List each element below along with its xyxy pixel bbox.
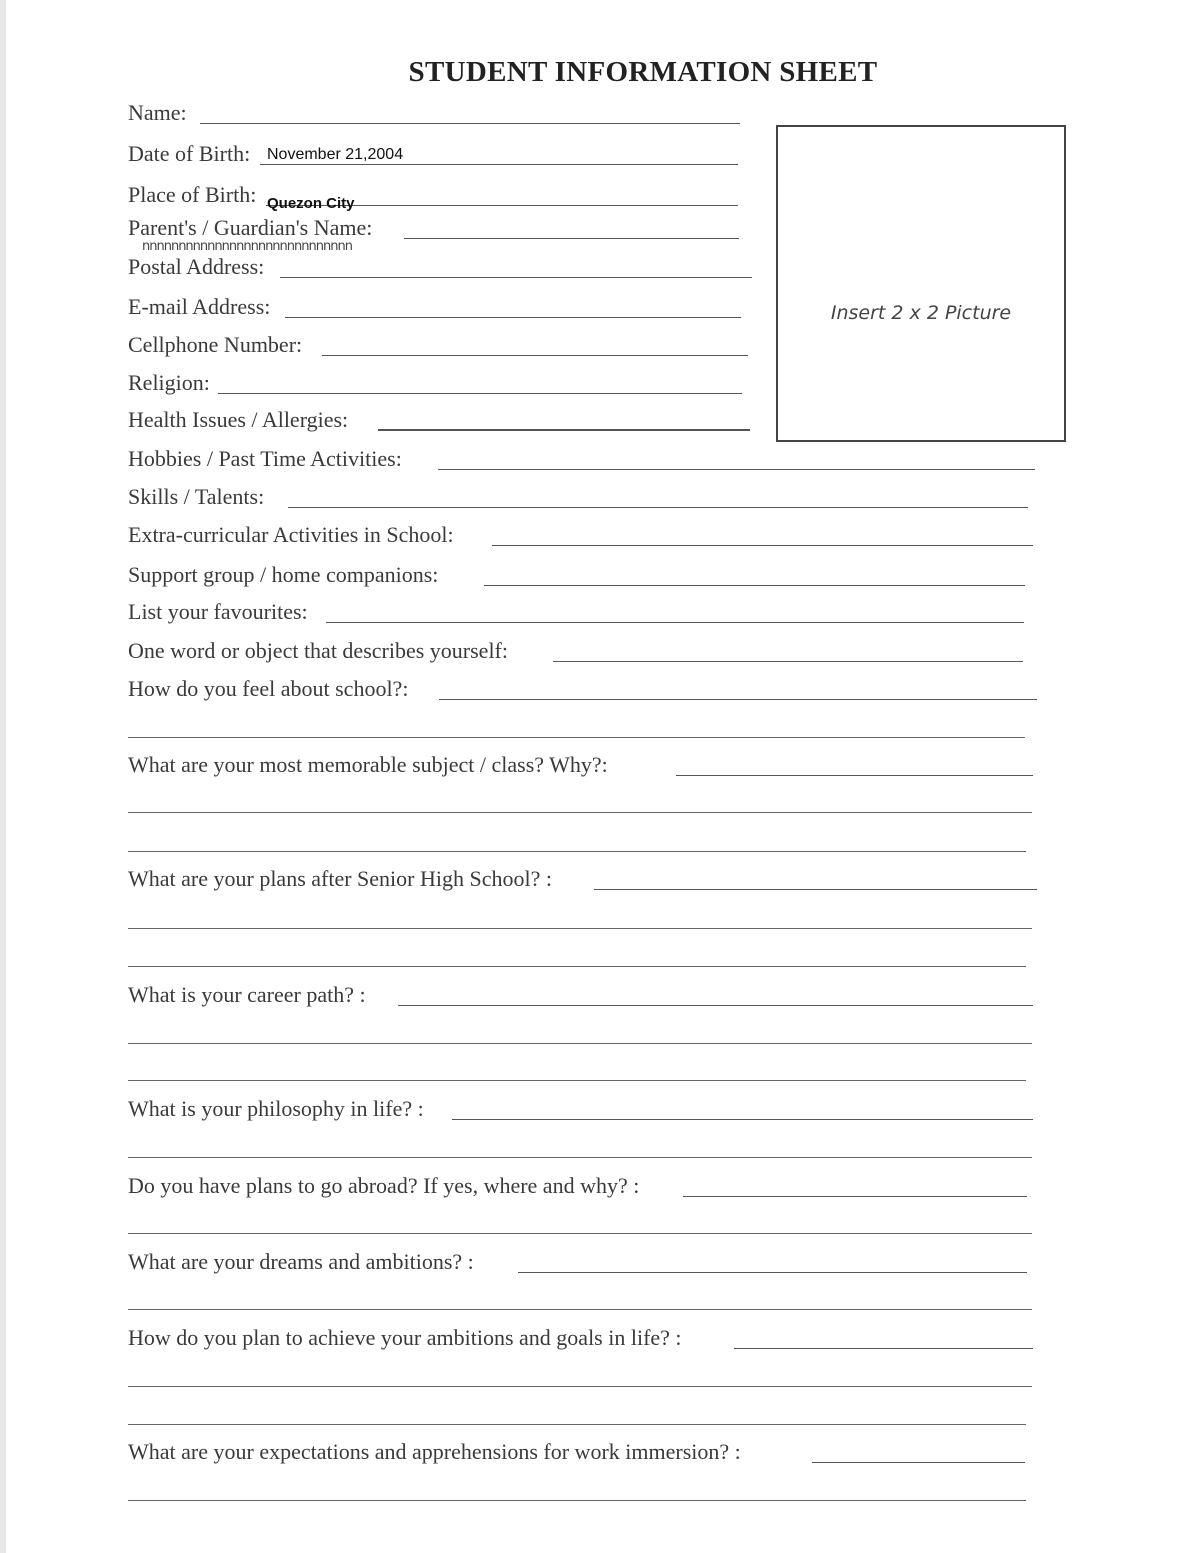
- school-input-line-2[interactable]: [128, 737, 1025, 738]
- oneword-label: One word or object that describes yourself:: [128, 638, 508, 663]
- skills-input[interactable]: [288, 507, 1028, 508]
- field-philosophy: [128, 1094, 1034, 1124]
- field-name: [128, 98, 743, 128]
- field-email: [128, 292, 743, 322]
- favourites-label: List your favourites:: [128, 599, 308, 624]
- field-career: [128, 980, 1034, 1010]
- achieve-input-line-3[interactable]: [128, 1424, 1026, 1425]
- philosophy-input[interactable]: [452, 1119, 1033, 1120]
- memorable-input[interactable]: [676, 775, 1033, 776]
- plans-shs-input-line-2[interactable]: [128, 928, 1032, 929]
- career-input-line-2[interactable]: [128, 1043, 1032, 1044]
- expectations-input[interactable]: [812, 1462, 1025, 1463]
- field-plans-shs: [128, 864, 1038, 894]
- memorable-label: What are your most memorable subject / class? Why?:: [128, 752, 608, 777]
- oneword-input[interactable]: [553, 661, 1023, 662]
- school-input[interactable]: [439, 699, 1037, 700]
- school-label: How do you feel about school?:: [128, 676, 409, 701]
- abroad-input[interactable]: [683, 1196, 1027, 1197]
- expectations-input-line-2[interactable]: [128, 1500, 1026, 1501]
- photo-box-label: Insert 2 x 2 Picture: [830, 302, 1012, 324]
- form-title: STUDENT INFORMATION SHEET: [408, 56, 878, 88]
- field-memorable: [128, 750, 1034, 780]
- dob-value: November 21,2004: [267, 146, 404, 163]
- career-input-line-3[interactable]: [128, 1080, 1026, 1081]
- dreams-label: What are your dreams and ambitions? :: [128, 1249, 474, 1274]
- field-school: [128, 674, 1038, 704]
- plans-shs-input[interactable]: [594, 889, 1037, 890]
- extracurricular-input[interactable]: [492, 545, 1033, 546]
- pob-label: Place of Birth:: [128, 182, 257, 207]
- religion-label: Religion:: [128, 370, 210, 395]
- guardian-value: nnnnnnnnnnnnnnnnnnnnnnnnnnnnn: [142, 239, 352, 254]
- religion-input[interactable]: [218, 393, 742, 394]
- hobbies-label: Hobbies / Past Time Activities:: [128, 446, 402, 471]
- postal-input[interactable]: [280, 277, 752, 278]
- extracurricular-label: Extra-curricular Activities in School:: [128, 522, 454, 547]
- support-label: Support group / home companions:: [128, 562, 439, 587]
- field-religion: [128, 368, 743, 398]
- guardian-label: Parent's / Guardian's Name:: [128, 215, 373, 240]
- email-label: E-mail Address:: [128, 294, 271, 319]
- field-extracurricular: [128, 520, 1034, 550]
- career-input[interactable]: [398, 1005, 1033, 1006]
- page-edge: [0, 0, 6, 1553]
- photo-box[interactable]: [776, 125, 1066, 442]
- dreams-input[interactable]: [518, 1272, 1027, 1273]
- memorable-input-line-3[interactable]: [128, 851, 1026, 852]
- name-input[interactable]: [200, 123, 740, 124]
- field-dob: [128, 139, 743, 169]
- field-postal: [128, 252, 753, 282]
- abroad-input-line-2[interactable]: [128, 1233, 1032, 1234]
- dob-label: Date of Birth:: [128, 141, 251, 166]
- abroad-label: Do you have plans to go abroad? If yes, where and why? :: [128, 1173, 640, 1198]
- achieve-label: How do you plan to achieve your ambitions and goals in life? :: [128, 1325, 682, 1350]
- plans-shs-label: What are your plans after Senior High School? :: [128, 866, 552, 891]
- field-abroad: [128, 1171, 1028, 1201]
- email-input[interactable]: [285, 317, 741, 318]
- memorable-input-line-2[interactable]: [128, 812, 1032, 813]
- health-input[interactable]: [378, 429, 750, 431]
- field-achieve: [128, 1323, 1034, 1353]
- dreams-input-line-2[interactable]: [128, 1309, 1032, 1310]
- field-expectations: [128, 1437, 1026, 1467]
- dob-input[interactable]: [260, 164, 738, 165]
- health-label: Health Issues / Allergies:: [128, 407, 349, 432]
- skills-label: Skills / Talents:: [128, 484, 265, 509]
- field-hobbies: [128, 444, 1038, 474]
- field-oneword: [128, 636, 1024, 666]
- pob-value: Quezon City: [267, 195, 355, 212]
- field-favourites: [128, 597, 1026, 627]
- support-input[interactable]: [484, 585, 1025, 586]
- philosophy-input-line-2[interactable]: [128, 1157, 1032, 1158]
- philosophy-label: What is your philosophy in life? :: [128, 1096, 424, 1121]
- field-dreams: [128, 1247, 1028, 1277]
- cell-input[interactable]: [322, 355, 748, 356]
- cell-label: Cellphone Number:: [128, 332, 303, 357]
- achieve-input[interactable]: [734, 1348, 1033, 1349]
- field-cell: [128, 330, 750, 360]
- field-skills: [128, 482, 1028, 512]
- hobbies-input[interactable]: [438, 469, 1035, 470]
- achieve-input-line-2[interactable]: [128, 1386, 1032, 1387]
- field-support: [128, 560, 1026, 590]
- name-label: Name:: [128, 100, 187, 125]
- career-label: What is your career path? :: [128, 982, 366, 1007]
- plans-shs-input-line-3[interactable]: [128, 966, 1026, 967]
- field-health: [128, 405, 753, 435]
- postal-label: Postal Address:: [128, 254, 265, 279]
- expectations-label: What are your expectations and apprehensions for work immersion? :: [128, 1439, 741, 1464]
- field-pob: [128, 180, 743, 210]
- favourites-input[interactable]: [326, 622, 1024, 623]
- guardian-input[interactable]: [404, 238, 739, 239]
